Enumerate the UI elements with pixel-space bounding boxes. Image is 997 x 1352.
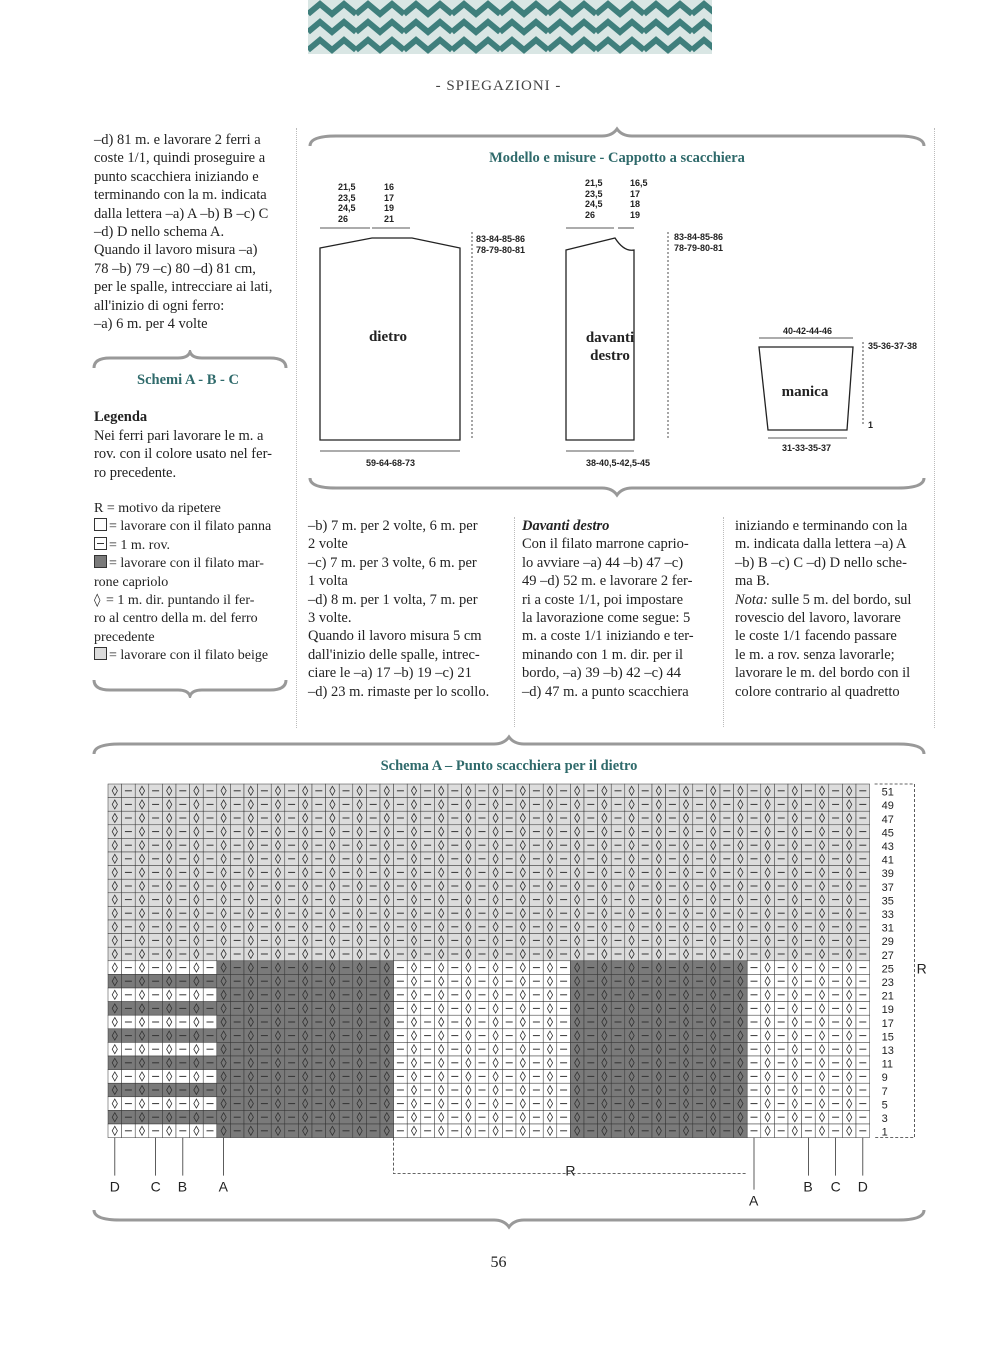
davanti-shoulder-b	[630, 178, 648, 220]
brace-top-schema	[90, 734, 928, 760]
col3b-line: colore contrario al quadretto	[735, 683, 900, 700]
section-title: - SPIEGAZIONI -	[435, 78, 562, 94]
row-number: 29	[881, 936, 894, 949]
dietro-a-line: 21,5	[338, 182, 356, 192]
dietro-h-line: 83-84-85-86	[476, 234, 526, 244]
davanti-a-line: 26	[585, 209, 596, 220]
dietro-b-line: 19	[384, 203, 395, 213]
text-column-3-nota	[735, 591, 927, 609]
legend-panna-text: = lavorare con il filato panna	[109, 519, 272, 535]
diamond-icon: ◊	[94, 593, 101, 609]
white-square-icon	[94, 518, 107, 531]
row-number: 27	[881, 949, 894, 962]
manica-side: 35-36-37-38	[868, 341, 918, 351]
col3b-line: rovescio del lavoro, lavorare	[735, 610, 901, 627]
row-number: 45	[881, 827, 894, 840]
knit-pattern-banner	[308, 0, 712, 54]
text-column-2	[522, 517, 714, 701]
dietro-b-line: 16	[384, 182, 395, 192]
row-number: 13	[881, 1045, 894, 1057]
schemi-title: Schemi A - B - C	[137, 372, 239, 388]
col3a-line: iniziando e terminando con la	[735, 518, 908, 534]
left-top-line: all'inizio di ogni ferro:	[94, 297, 225, 314]
col1-line: 2 volte	[308, 536, 348, 553]
row-number: 41	[881, 854, 894, 867]
marker-letter: C	[150, 1178, 161, 1195]
legend-repeat: R = motivo da ripetere	[94, 501, 221, 516]
brace-bottom-schema	[90, 1206, 928, 1232]
legenda-line: Nei ferri pari lavorare le m. a	[94, 428, 264, 444]
davanti-label-1: davanti	[585, 330, 635, 346]
row-number: 19	[881, 1004, 894, 1017]
repeat-label-right: R	[916, 960, 927, 977]
text-column-3	[735, 517, 927, 701]
left-top-line: –a) 6 m. per 4 volte	[94, 316, 208, 333]
schema-a-title: Schema A – Punto scacchiera per il dietro	[380, 758, 638, 774]
brace-divider-bottom	[90, 676, 290, 698]
light-square-icon	[94, 647, 107, 660]
text-column-2-body	[522, 535, 714, 701]
text-column-3-body-b	[735, 609, 927, 701]
col1-line: Quando il lavoro misura 5 cm	[308, 628, 482, 645]
legend-marrone	[94, 555, 290, 573]
davanti-b-line: 17	[630, 188, 641, 199]
row-number: 39	[881, 868, 894, 881]
legenda-line: rov. con il colore usato nel fer-	[94, 446, 272, 463]
row-number: 43	[881, 841, 894, 853]
col1-line: –d) 23 m. rimaste per lo scollo.	[308, 683, 490, 700]
dietro-h-line: 78-79-80-81	[476, 244, 526, 255]
davanti-b-line: 19	[630, 209, 641, 220]
row-number: 47	[881, 813, 894, 826]
nota-first-line: sulle 5 m. del bordo, sul	[768, 591, 912, 608]
left-top-line: per le spalle, intrecciare ai lati,	[94, 279, 273, 296]
col2-line: ri a coste 1/1, poi impostare	[522, 591, 684, 608]
col1-line: –c) 7 m. per 3 volte, 6 m. per	[308, 554, 477, 571]
davanti-width: 38-40,5-42,5-45	[586, 458, 651, 468]
left-top-line: punto scacchiera iniziando e	[94, 168, 259, 185]
col1-line: ciare le –a) 17 –b) 19 –c) 21	[308, 665, 472, 682]
nota-label: Nota:	[735, 591, 769, 608]
marker-letter: B	[177, 1178, 188, 1195]
dietro-a-line: 26	[338, 213, 349, 224]
marker-letter: B	[803, 1178, 813, 1195]
row-number: 37	[881, 881, 894, 894]
left-top-line: terminando con la m. indicata	[94, 187, 267, 204]
marker-letter: A	[218, 1178, 228, 1195]
dietro-height	[476, 234, 525, 255]
davanti-label-2: destro	[590, 348, 630, 364]
col2-line: m. a coste 1/1 iniziando e ter-	[522, 628, 694, 645]
manica-label: manica	[781, 384, 829, 400]
brace-top-modello	[306, 126, 928, 152]
dark-square-icon	[94, 555, 107, 568]
row-number: 51	[881, 786, 894, 799]
col2-line: la lavorazione come segue: 5	[522, 610, 691, 627]
davanti-h-line: 78-79-80-81	[674, 242, 724, 253]
legenda-line: ro precedente.	[94, 464, 177, 481]
manica-cuff: 1	[868, 420, 874, 430]
dietro-a-line: 24,5	[338, 203, 356, 213]
manica-top: 40-42-44-46	[783, 326, 833, 336]
column-separator	[296, 128, 297, 728]
garment-schematic	[300, 170, 930, 470]
dietro-shoulder-b	[384, 182, 394, 224]
left-top-line: coste 1/1, quindi proseguire a	[94, 150, 266, 167]
schema-a-chart	[100, 780, 930, 1210]
davanti-h-line: 83-84-85-86	[674, 232, 724, 242]
col3b-line: lavorare le m. del bordo con il	[735, 665, 911, 682]
davanti-label	[568, 329, 652, 365]
row-number: 11	[881, 1058, 894, 1071]
marker-letter: A	[749, 1192, 759, 1209]
legenda-text	[94, 427, 288, 482]
row-number: 1	[881, 1126, 888, 1139]
row-number: 21	[881, 990, 894, 1003]
col3a-line: m. indicata dalla lettera –a) A	[735, 536, 907, 553]
dietro-b-line: 21	[384, 213, 395, 224]
row-number: 15	[881, 1031, 894, 1044]
row-number: 33	[881, 909, 894, 921]
dietro-label: dietro	[368, 329, 408, 345]
col2-line: minando con 1 m. dir. per il	[522, 646, 684, 663]
col2-line: Con il filato marrone caprio-	[522, 536, 689, 553]
legend-rov	[94, 537, 290, 555]
left-top-line: –d) D nello schema A.	[94, 224, 225, 241]
purl-square-icon	[94, 537, 107, 550]
dietro-shoulder-a	[338, 182, 356, 224]
left-top-line: dalla lettera –a) A –b) B –c) C	[94, 205, 269, 222]
davanti-shoulder-a	[585, 178, 603, 220]
col1-line: 1 volta	[308, 573, 348, 590]
marker-letter: D	[857, 1178, 868, 1195]
col3a-line: –b) B –c) C –d) D nello sche-	[735, 554, 907, 571]
col1-line: dall'inizio delle spalle, intrec-	[308, 646, 480, 663]
col1-line: –d) 8 m. per 1 volta, 7 m. per	[308, 591, 478, 608]
col1-line: –b) 7 m. per 2 volte, 6 m. per	[308, 518, 478, 534]
col2-line: 49 –d) 52 m. e lavorare 2 fer-	[522, 573, 693, 590]
left-top-line: –d) 81 m. e lavorare 2 ferri a	[94, 132, 261, 148]
davanti-a-line: 21,5	[585, 178, 603, 188]
col3b-line: le m. a rov. senza lavorarle;	[735, 646, 895, 663]
legend-marrone-2: rone capriolo	[94, 574, 169, 590]
legend-dir	[94, 592, 290, 610]
davanti-b-line: 16,5	[630, 178, 648, 188]
row-number: 7	[881, 1085, 888, 1098]
col2-line: lo avviare –a) 44 –b) 47 –c)	[522, 554, 684, 571]
legend-beige-text: = lavorare con il filato beige	[109, 648, 269, 664]
legend	[94, 500, 290, 666]
davanti-a-line: 23,5	[585, 188, 603, 199]
row-number: 23	[881, 977, 894, 989]
davanti-b-line: 18	[630, 199, 641, 209]
legend-dir-2: ro al centro della m. del ferro	[94, 611, 258, 627]
legend-panna	[94, 518, 290, 536]
column-separator-right	[934, 128, 935, 728]
modello-title: Modello e misure - Cappotto a scacchiera	[489, 150, 745, 166]
row-number: 31	[881, 922, 894, 935]
davanti-height	[674, 232, 723, 253]
column-separator-2	[514, 517, 515, 727]
col3b-line: le coste 1/1 facendo passare	[735, 628, 897, 645]
legend-dir-text-1: = 1 m. dir. puntando il fer-	[106, 593, 255, 609]
dietro-a-line: 23,5	[338, 192, 356, 203]
marker-letter: D	[109, 1178, 120, 1195]
text-column-3-body-a	[735, 517, 927, 591]
left-top-text	[94, 131, 288, 333]
page-number: 56	[490, 1254, 507, 1271]
marker-letter: C	[830, 1178, 841, 1195]
text-column-1	[308, 517, 500, 701]
legend-rov-text: = 1 m. rov.	[109, 537, 171, 553]
davanti-a-line: 24,5	[585, 199, 603, 209]
col2-line: –d) 47 m. a punto scacchiera	[522, 683, 689, 700]
column-separator-3	[723, 517, 724, 727]
row-number: 5	[881, 1099, 888, 1112]
col3a-line: ma B.	[735, 573, 770, 590]
repeat-label-bottom: R	[565, 1162, 576, 1179]
davanti-destro-title: Davanti destro	[522, 518, 610, 534]
left-top-line: 78 –b) 79 –c) 80 –d) 81 cm,	[94, 260, 256, 277]
col1-line: 3 volte.	[308, 610, 352, 627]
brace-divider	[90, 350, 290, 372]
row-number: 17	[881, 1017, 894, 1030]
brace-bottom-modello	[306, 474, 928, 500]
dietro-width: 59-64-68-73	[366, 458, 416, 468]
row-number: 9	[881, 1072, 888, 1085]
row-number: 3	[881, 1113, 888, 1125]
row-number: 49	[881, 800, 894, 813]
manica-bottom: 31-33-35-37	[782, 443, 832, 453]
legenda-title: Legenda	[94, 409, 148, 425]
left-top-line: Quando il lavoro misura –a)	[94, 242, 258, 259]
dietro-b-line: 17	[384, 192, 395, 203]
row-number: 25	[881, 963, 894, 976]
legend-beige	[94, 647, 290, 665]
legend-dir-3: precedente	[94, 629, 155, 645]
row-number: 35	[881, 895, 894, 908]
legend-marrone-text-1: = lavorare con il filato mar-	[109, 556, 264, 572]
col2-line: bordo, –a) 39 –b) 42 –c) 44	[522, 665, 682, 682]
